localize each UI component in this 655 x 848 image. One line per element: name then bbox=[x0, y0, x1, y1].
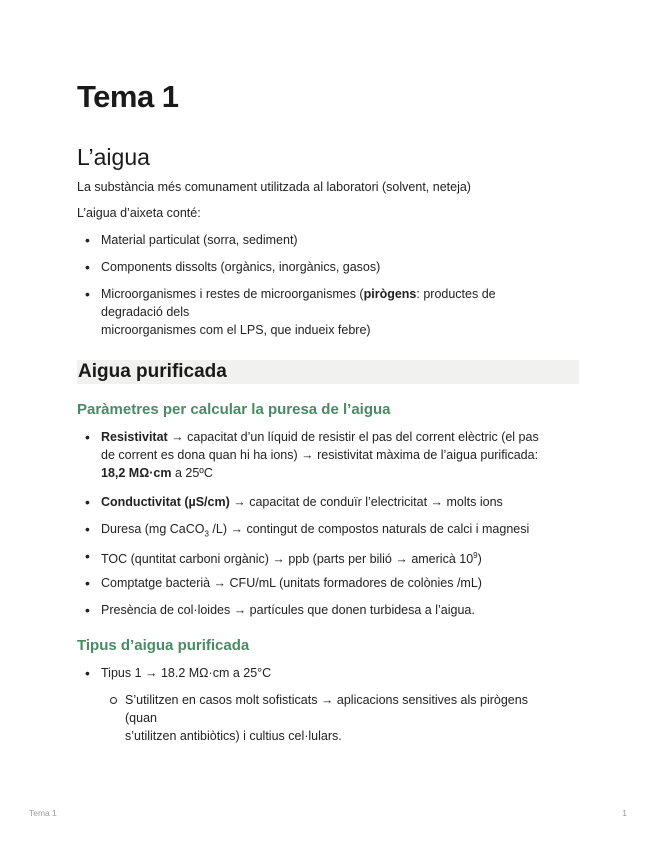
tap-water-heading: L’aigua d’aixeta conté: bbox=[77, 206, 201, 220]
params-heading: Paràmetres per calcular la puresa de l’aigua bbox=[77, 401, 391, 418]
purified-heading: Aigua purificada bbox=[78, 361, 227, 382]
list-item-hardness: • Duresa (mg CaCO$_3$ /L) → contingut de compostos naturals de calci i magnesi bbox=[101, 520, 581, 544]
purified-heading-band bbox=[77, 360, 579, 384]
pyrogens-term: pirògens bbox=[363, 287, 417, 301]
sub-list-item-type1-uses: S’utilitzen en casos molt sofisticats → aplicacions sensitives als pirògens (quan s’utilitzen antibiòtics) i cultius cel·lulars. bbox=[125, 691, 581, 745]
list-item-conductivity: • Conductivitat (µS/cm) → capacitat de conduïr l’electricitat → molts ions bbox=[101, 493, 581, 511]
footer-title: Tema 1 bbox=[29, 808, 57, 818]
list-item-type1: • Tipus 1 → 18.2 MΩ·cm a 25°C bbox=[101, 664, 581, 682]
list-item: • Material particulat (sorra, sediment) bbox=[101, 231, 581, 249]
section-heading-aigua: L’aigua bbox=[77, 144, 150, 170]
list-item-pyrogens: • Microorganismes i restes de microorganismes (pirògens: productes de degradació dels microorganismes com el LPS, que indueix febre) bbox=[101, 285, 581, 339]
list-item-colloids: • Presència de col·loides → partícules que donen turbidesa a l’aigua. bbox=[101, 601, 581, 619]
page-number: 1 bbox=[622, 808, 627, 818]
list-item-resistivity: • Resistivitat → capacitat d’un líquid de resistir el pas del corrent elèctric (el pas de corrent es dona quan hi ha ions) → resistivitat màxima de l’aigua purificada: 18,2 MΩ·cm a 25ºC bbox=[101, 428, 585, 482]
page-title: Tema 1 bbox=[77, 79, 179, 114]
list-item-bacteria: • Comptatge bacterià → CFU/mL (unitats formadores de colònies /mL) bbox=[101, 574, 581, 592]
types-heading: Tipus d’aigua purificada bbox=[77, 637, 250, 654]
list-item: • Components dissolts (orgànics, inorgànics, gasos) bbox=[101, 258, 581, 276]
list-item-toc: • TOC (quntitat carboni orgànic) → ppb (parts per bilió → americà $10^9$) bbox=[101, 547, 581, 568]
intro-paragraph: La substància més comunament utilitzada al laboratori (solvent, neteja) bbox=[77, 180, 471, 194]
